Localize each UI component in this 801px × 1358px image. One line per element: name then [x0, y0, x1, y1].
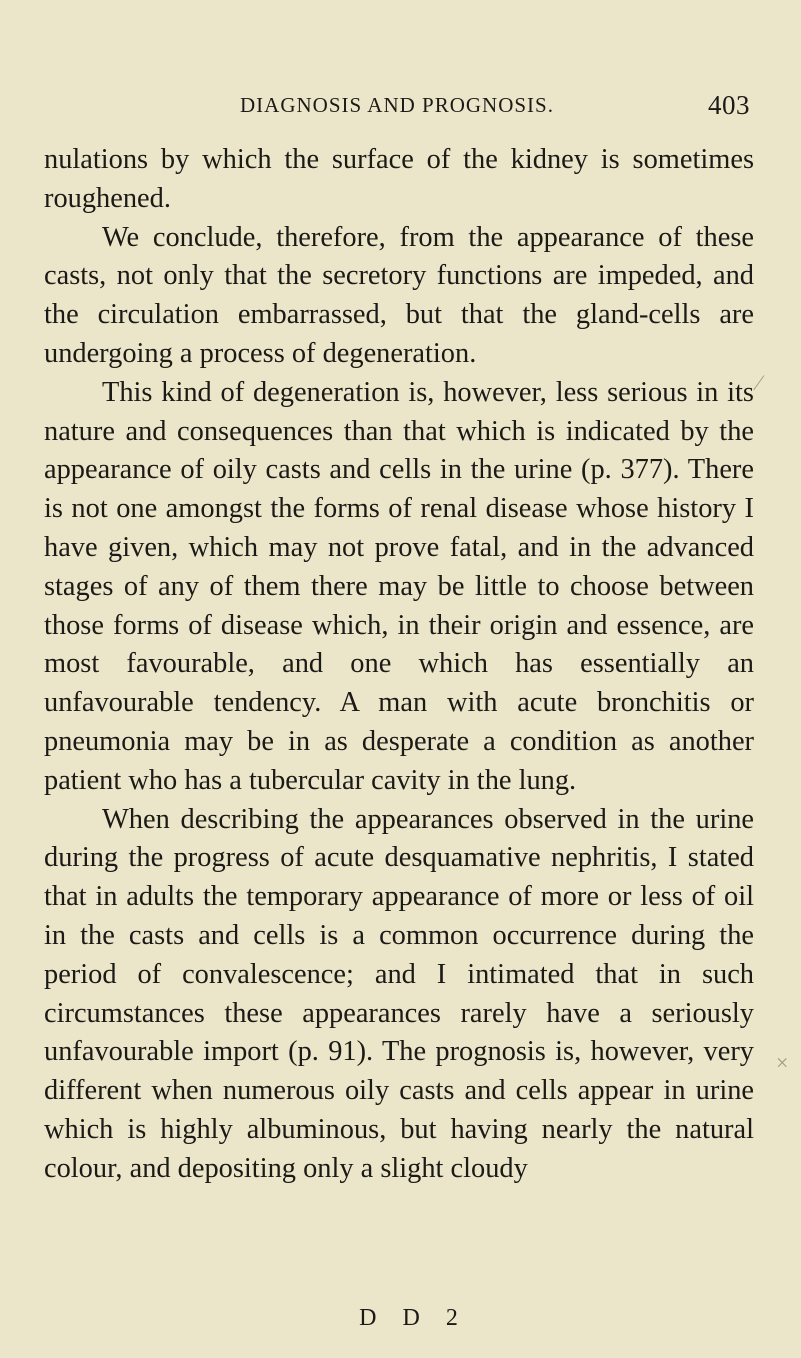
paragraph: We conclude, therefore, from the appearance of these casts, not only that the secretory functions are impeded, and the circulation embarrassed, but that the gland-cells are undergoing a process of degeneration. — [44, 221, 754, 369]
paragraph: This kind of degeneration is, however, less serious in its nature and consequences than that which is indicated by the appearance of oily casts and cells in the urine (p. 377). There is not one amongst the forms of renal disease whose history I have given, which may not prove fatal, and in the advanced stages of any of them there may be little to choose between those forms of disease which, in their origin and essence, are most favourable, and one which has essentially an unfavourable tendency. A man with acute bronchitis or pneumonia may be in as desperate a condition as another patient who has a tubercular cavity in the lung. — [44, 376, 754, 796]
signature-mark: D D 2 — [359, 1305, 468, 1331]
paragraph: When describing the appearances observed in the urine during the progress of acute desquamative nephritis, I stated that in adults the temporary appearance of more or less of oil in the casts and cells is a common occurrence during the period of convalescence; and I intimated that in such circumstances these appearances rarely have a seriously unfavourable import (p. 91). The prognosis is, however, very different when numerous oily casts and cells appear in urine which is highly albuminous, but having nearly the natural colour, and depositing only a slight cloudy — [44, 803, 754, 1184]
page-number: 403 — [708, 90, 750, 120]
margin-pencil-mark: × — [776, 1050, 789, 1075]
body-text — [44, 141, 754, 1189]
running-head — [44, 90, 750, 133]
running-title: DIAGNOSIS AND PROGNOSIS. — [240, 93, 554, 117]
margin-pencil-mark: ⁄ — [757, 370, 761, 395]
paragraph-continued: nulations by which the surface of the kidney is sometimes roughened. — [44, 144, 754, 214]
